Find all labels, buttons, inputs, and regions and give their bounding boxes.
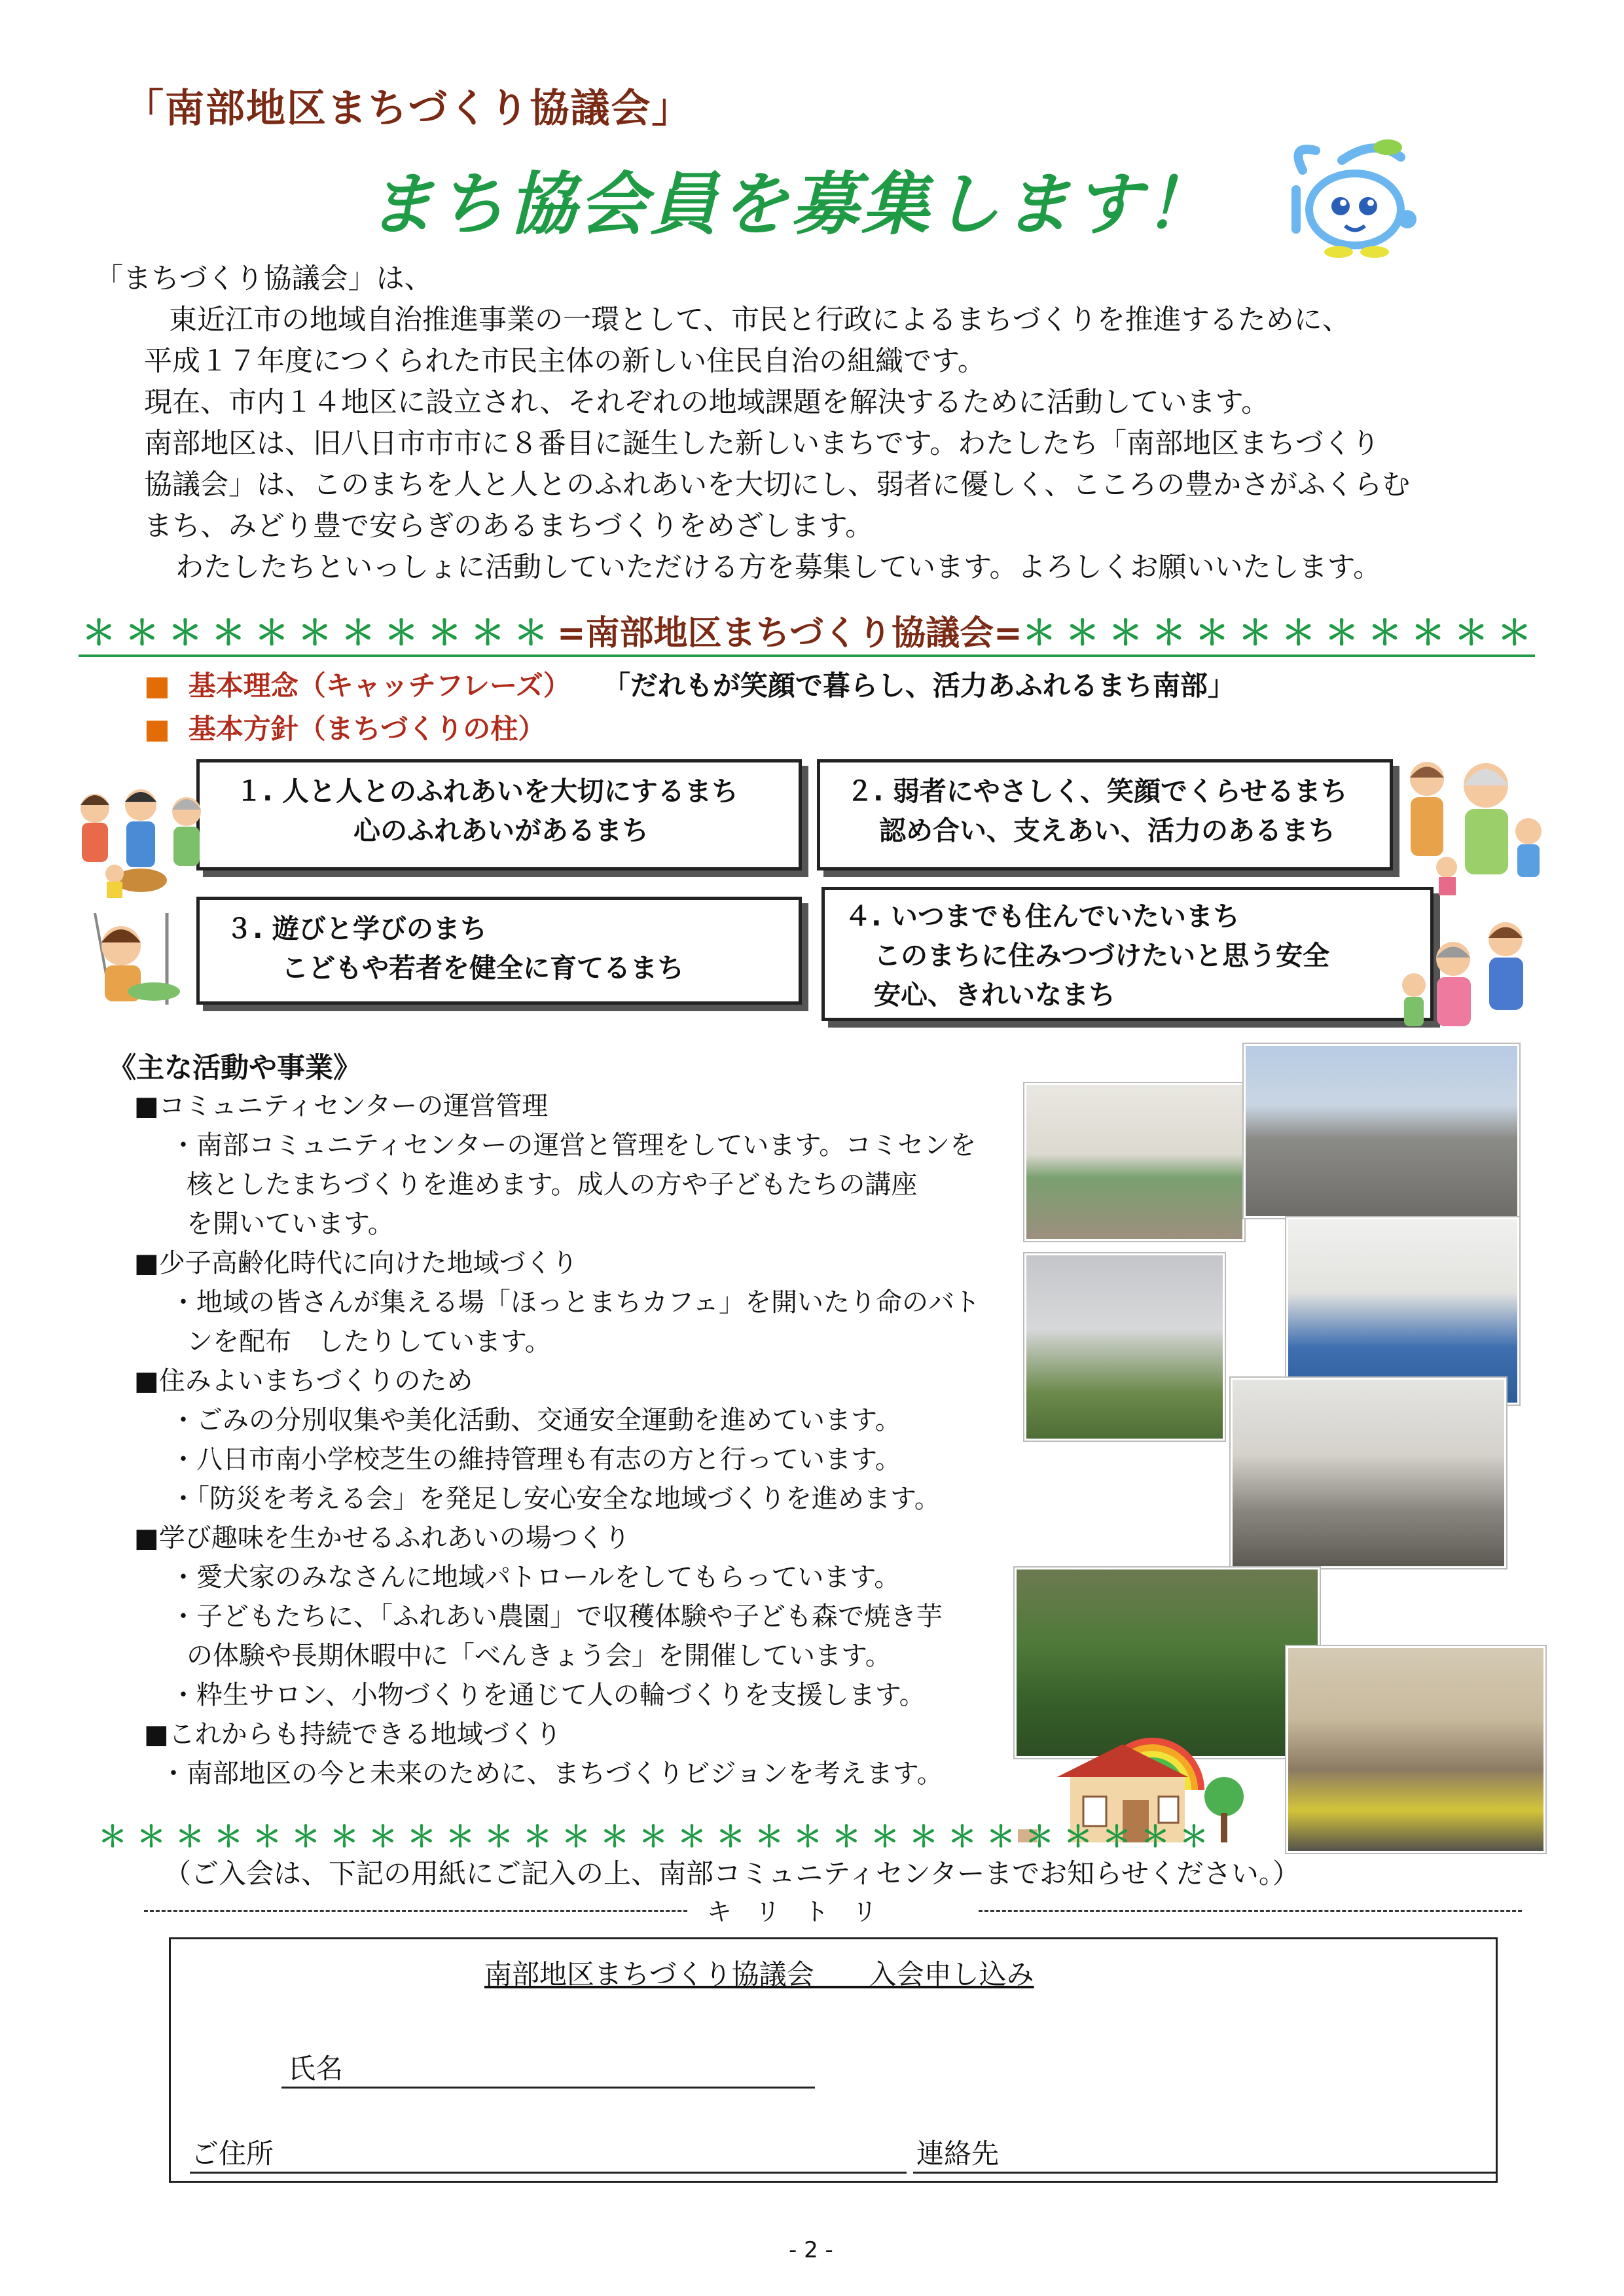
principle-box-3 [196, 897, 802, 1005]
activity-item: ・「防災を考える会」を発足し安心安全な地域づくりを進めます。 [170, 1484, 941, 1514]
activities-title: 《主な活動や事業》 [108, 1052, 361, 1085]
principle-box-4 [821, 887, 1434, 1021]
principle-title: ２. 弱者にやさしく、笑顔でくらせるまち [846, 776, 1348, 807]
photo-kiosk [1024, 1253, 1225, 1441]
photo-farm-harvest [1015, 1568, 1320, 1758]
intro-text [95, 259, 1522, 588]
photo-workshop [1286, 1217, 1519, 1405]
recruitment-headline: まち協会員を募集します！ [367, 164, 1216, 244]
activity-item: ・南部コミュニティセンターの運営と管理をしています。コミセンを [170, 1130, 977, 1160]
photo-exercise-class [1024, 1083, 1244, 1241]
catchphrase: 「だれもが笑顔で暮らし、活力あふれるまち南部」 [616, 670, 1235, 702]
contact-field-line[interactable] [913, 2172, 1496, 2174]
cut-here-label: キリトリ [707, 1897, 901, 1926]
activity-item: ・南部地区の今と未来のために、まちづくりビジョンを考えます。 [160, 1759, 943, 1789]
philosophy-label: 基本理念（キャッチフレーズ） [188, 670, 571, 702]
intro-line: 協議会」は、このまちを人と人とのふれあいを大切にし、弱者に優しく、こころの豊かさがふくらむ [144, 469, 1411, 501]
principle-subtitle: このまちに住みつづけたいと思う安全 [874, 940, 1330, 971]
form-title: 南部地区まちづくり協議会 入会申し込み [484, 1958, 1034, 1990]
intro-line: 「まちづくり協議会」は、 [95, 262, 433, 295]
application-notice: （ご入会は、下記の用紙にご記入の上、南部コミュニティセンターまでお知らせください。） [164, 1857, 1300, 1890]
activity-item: ・粋生サロン、小物づくりを通じて人の輪づくりを支援します。 [170, 1680, 926, 1710]
policy-label: 基本方針（まちづくりの柱） [188, 713, 546, 745]
photo-street-market [1244, 1044, 1519, 1218]
activity-heading: ■住みよいまちづくりのため [134, 1366, 473, 1396]
activities-list [134, 1086, 1011, 1793]
family-illustration [1394, 913, 1551, 1037]
philosophy-row [144, 664, 1235, 708]
organization-title: 「南部地区まちづくり協議会」 [124, 86, 693, 132]
section-title-name: =南部地区まちづくり協議会= [557, 614, 1022, 653]
intro-line: わたしたちといっしょに活動していただける方を募集しています。よろしくお願いいたします。 [147, 551, 1382, 584]
activity-heading: ■少子高齢化時代に向けた地域づくり [134, 1248, 578, 1278]
star-divider-left: ＊＊＊＊＊＊＊＊＊＊＊ [82, 614, 558, 653]
activity-item: 核としたまちづくりを進めます。成人の方や子どもたちの講座 [187, 1170, 918, 1200]
intro-line: 東近江市の地域自治推進事業の一環として、市民と行政によるまちづくりを推進するために、 [141, 304, 1350, 336]
activity-heading: ■学び趣味を生かせるふれあいの場つくり [134, 1523, 630, 1553]
principle-subtitle: 認め合い、支えあい、活力のあるまち [879, 815, 1335, 846]
people-illustration [62, 782, 219, 900]
star-divider-bottom: ＊＊＊＊＊＊＊＊＊＊＊＊＊＊＊＊＊＊＊＊＊＊＊＊＊＊＊＊＊ [98, 1820, 1218, 1854]
activity-item: ・子どもたちに、「ふれあい農園」で収穫体験や子ども森で焼き芋 [170, 1602, 943, 1632]
principle-box-2 [817, 759, 1393, 870]
principle-subtitle: こどもや若者を健全に育てるまち [281, 952, 684, 984]
address-label: ご住所 [191, 2138, 274, 2170]
cut-line-right [979, 1910, 1522, 1912]
name-label: 氏名 [288, 2053, 344, 2085]
intro-line: 南部地区は、旧八日市市市に８番目に誕生した新しいまちです。わたしたち「南部地区まちづくり [144, 427, 1380, 460]
principle-title: １. 人と人とのふれあいを大切にするまち [236, 776, 738, 807]
principle-box-1 [196, 759, 802, 870]
activity-item: ・地域の皆さんが集える場「ほっとまちカフェ」を開いたり命のバト [170, 1287, 981, 1318]
basic-concept [144, 664, 1235, 751]
activity-item: ・ごみの分別収集や美化活動、交通安全運動を進めています。 [170, 1405, 901, 1435]
star-divider-right: ＊＊＊＊＊＊＊＊＊＊＊＊ [1022, 614, 1541, 653]
elderly-family-illustration [1381, 753, 1551, 897]
children-playing-illustration [69, 906, 200, 1024]
activity-item: ・八日市南小学校芝生の維持管理も有志の方と行っています。 [170, 1444, 901, 1475]
principle-subtitle: 心のふれあいがあるまち [353, 815, 649, 846]
intro-line: まち、みどり豊で安らぎのあるまちづくりをめざします。 [144, 510, 874, 543]
name-field-line[interactable] [281, 2087, 815, 2089]
intro-line: 平成１７年度につくられた市民主体の新しい住民自治の組織です。 [144, 345, 986, 378]
activity-heading: ■これからも持続できる地域づくり [144, 1719, 562, 1749]
activity-item: ンを配布 したりしています。 [187, 1327, 551, 1357]
orange-square-icon: ■ [144, 670, 170, 702]
activity-item: を開いています。 [187, 1209, 394, 1239]
mascot-logo [1276, 131, 1427, 262]
activity-heading: ■コミュニティセンターの運営管理 [134, 1091, 549, 1121]
activity-item: ・愛犬家のみなさんに地域パトロールをしてもらっています。 [170, 1562, 901, 1592]
principle-title: ３. 遊びと学びのまち [226, 913, 487, 944]
principle-title: ４. いつまでも住んでいたいまち [844, 901, 1240, 932]
orange-square-icon: ■ [144, 713, 170, 745]
cut-line-left [144, 1910, 687, 1912]
photo-assembly-hall [1286, 1646, 1545, 1853]
photo-meeting [1231, 1378, 1506, 1568]
page-number: - 2 - [789, 2237, 833, 2263]
intro-line: 現在、市内１４地区に設立され、それぞれの地域課題を解決するために活動しています。 [144, 386, 1270, 419]
section-title [82, 605, 1541, 655]
activity-item: の体験や長期休暇中に「べんきょう会」を開催しています。 [187, 1641, 892, 1671]
section-divider [79, 655, 1535, 657]
principle-subtitle-2: 安心、きれいなまち [874, 979, 1115, 1011]
policy-row [144, 708, 1235, 751]
address-field-line[interactable] [190, 2172, 907, 2174]
contact-label: 連絡先 [916, 2138, 1000, 2170]
